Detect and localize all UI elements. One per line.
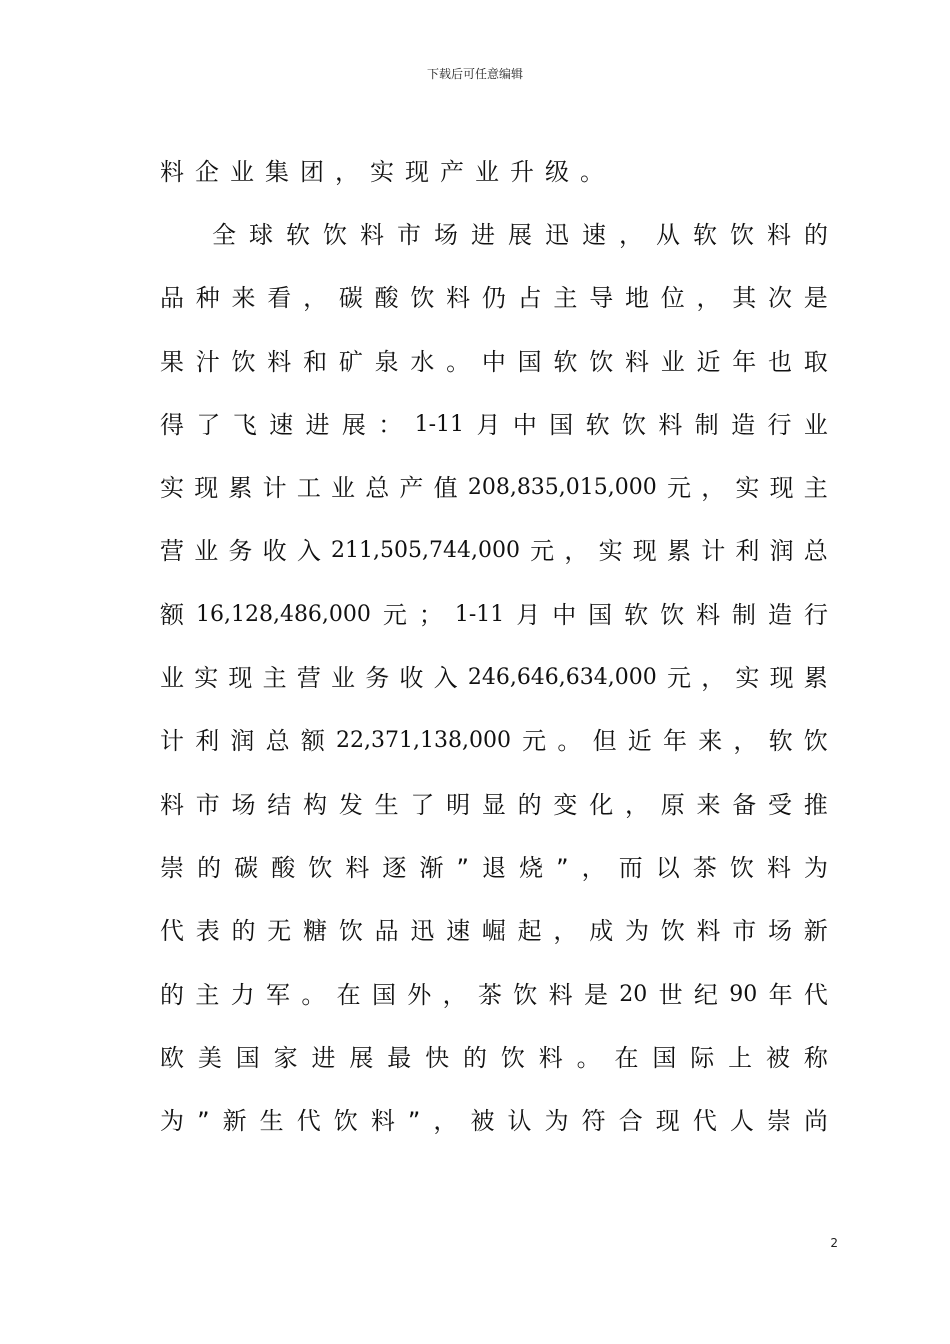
paragraph-line: 营 业 务 收 入 211,505,744,000 元 ， 实 现 累 计 利 润 总	[160, 537, 828, 566]
paragraph-line: 料 企 业 集 团 ， 实 现 产 业 升 级 。	[160, 157, 604, 186]
paragraph-line: 果 汁 饮 料 和 矿 泉 水 。 中 国 软 饮 料 业 近 年 也 取	[160, 347, 828, 376]
paragraph-line: 计 利 润 总 额 22,371,138,000 元 。 但 近 年 来 ， 软 饮	[160, 727, 828, 756]
paragraph-line: 额 16,128,486,000 元 ； 1-11 月 中 国 软 饮 料 制 造 行	[160, 600, 828, 629]
paragraph-line: 的 主 力 军 。 在 国 外 ， 茶 饮 料 是 20 世 纪 90 年 代	[160, 980, 828, 1009]
paragraph-line: 料 市 场 结 构 发 生 了 明 显 的 变 化 ， 原 来 备 受 推	[160, 790, 828, 819]
paragraph-line: 品 种 来 看 ， 碳 酸 饮 料 仍 占 主 导 地 位 ， 其 次 是	[160, 284, 828, 313]
document-body	[160, 140, 828, 1153]
paragraph-line: 为 ” 新 生 代 饮 料 ” ， 被 认 为 符 合 现 代 人 崇 尚	[160, 1107, 828, 1136]
paragraph-line: 实 现 累 计 工 业 总 产 值 208,835,015,000 元 ， 实 现 主	[160, 474, 828, 503]
paragraph-line: 欧 美 国 家 进 展 最 快 的 饮 料 。 在 国 际 上 被 称	[160, 1043, 828, 1072]
paragraph-line: 代 表 的 无 糖 饮 品 迅 速 崛 起 ， 成 为 饮 料 市 场 新	[160, 917, 828, 946]
page-header-note: 下载后可任意编辑	[426, 67, 523, 81]
paragraph-line: 业 实 现 主 营 业 务 收 入 246,646,634,000 元 ， 实 现 累	[160, 664, 828, 693]
paragraph-line: 得 了 飞 速 进 展 ： 1-11 月 中 国 软 饮 料 制 造 行 业	[160, 410, 828, 439]
page-number: 2	[830, 1236, 838, 1250]
paragraph-line: 崇 的 碳 酸 饮 料 逐 渐 ” 退 烧 ” ， 而 以 茶 饮 料 为	[160, 853, 828, 882]
paragraph-line: 全 球 软 饮 料 市 场 进 展 迅 速 ， 从 软 饮 料 的	[212, 220, 828, 249]
